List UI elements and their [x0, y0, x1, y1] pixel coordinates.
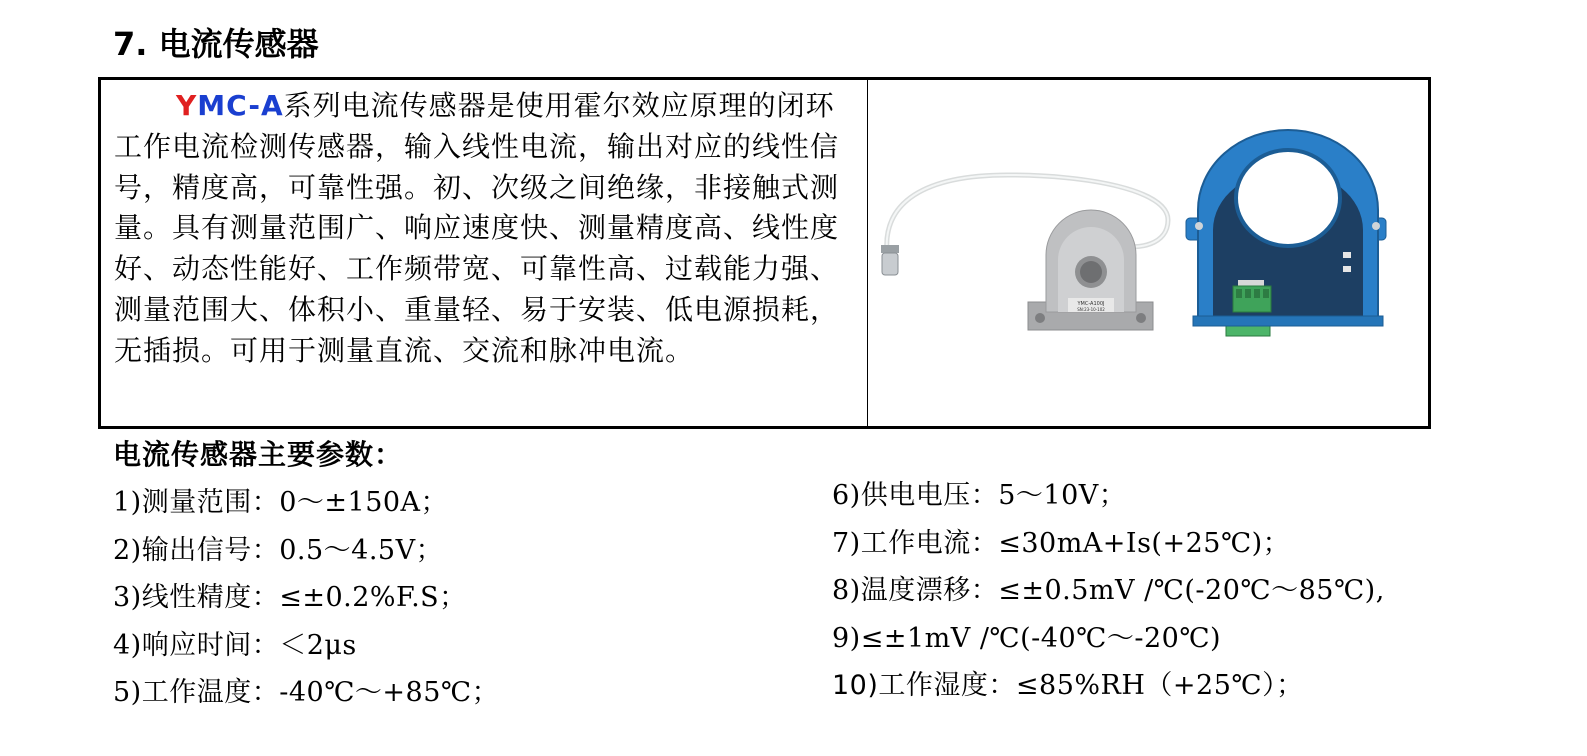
param-10-number: 10) — [832, 670, 879, 701]
svg-text:YMC-A100J: YMC-A100J — [1077, 301, 1105, 307]
plug-nut — [881, 245, 899, 253]
brand-suffix: -A — [248, 89, 284, 122]
param-operating-current: 7)工作电流：≤30mA+Is(+25℃)； — [832, 527, 1291, 559]
product-image-cell — [868, 80, 1428, 426]
description-cell — [101, 80, 868, 426]
param-supply-voltage: 6)供电电压：5～10V； — [832, 480, 1127, 511]
param-linear-accuracy: 3)线性精度：≤±0.2%F.S； — [113, 582, 467, 613]
param-temperature-drift: 8)温度漂移：≤±0.5mV /℃(-20℃～85℃), — [832, 575, 1385, 606]
product-description-table — [98, 77, 1431, 429]
parameters-right-column — [832, 472, 1385, 710]
blue-sensor-aperture — [1236, 150, 1340, 246]
param-10-text: 工作湿度：≤85%RH（+25℃）； — [878, 670, 1304, 701]
param-operating-temperature: 5)工作温度：-40℃～+85℃； — [113, 677, 500, 708]
current-sensor-product-image — [868, 80, 1430, 426]
brand-letter-y: Y — [176, 89, 198, 122]
param-response-time: 4)响应时间：＜2μs — [113, 629, 357, 661]
param-temperature-drift-low: 9)≤±1mV /℃(-40℃～-20℃) — [832, 622, 1222, 654]
parameters-title: 电流传感器主要参数： — [113, 438, 404, 471]
param-measuring-range: 1)测量范围：0～±150A； — [113, 487, 449, 518]
parameters-left-column — [113, 479, 499, 717]
param-output-signal: 2)输出信号：0.5～4.5V； — [113, 534, 444, 566]
param-operating-humidity — [832, 662, 1385, 710]
pcb-header — [1238, 280, 1264, 286]
brand-letters-mc: MC — [197, 89, 249, 122]
svg-text:SN:23-10-102: SN:23-10-102 — [1077, 307, 1105, 312]
description-text: 系列电流传感器是使用霍尔效应原理的闭环工作电流检测传感器，输入线性电流，输出对应的线性信号，精度高，可靠性强。初、次级之间绝缘，非接触式测量。具有测量范围广、响应速度快、测量精度高、线性度好、动态性能好、工作频带宽、可靠性高、过载能力强、测量范围大、体积小、重量轻、易于安装、低电源损耗，无插损。可用于测量直流、交流和脉冲电流。 — [114, 89, 840, 367]
cable-plug — [882, 253, 898, 275]
section-heading: 7. 电流传感器 — [113, 25, 319, 63]
